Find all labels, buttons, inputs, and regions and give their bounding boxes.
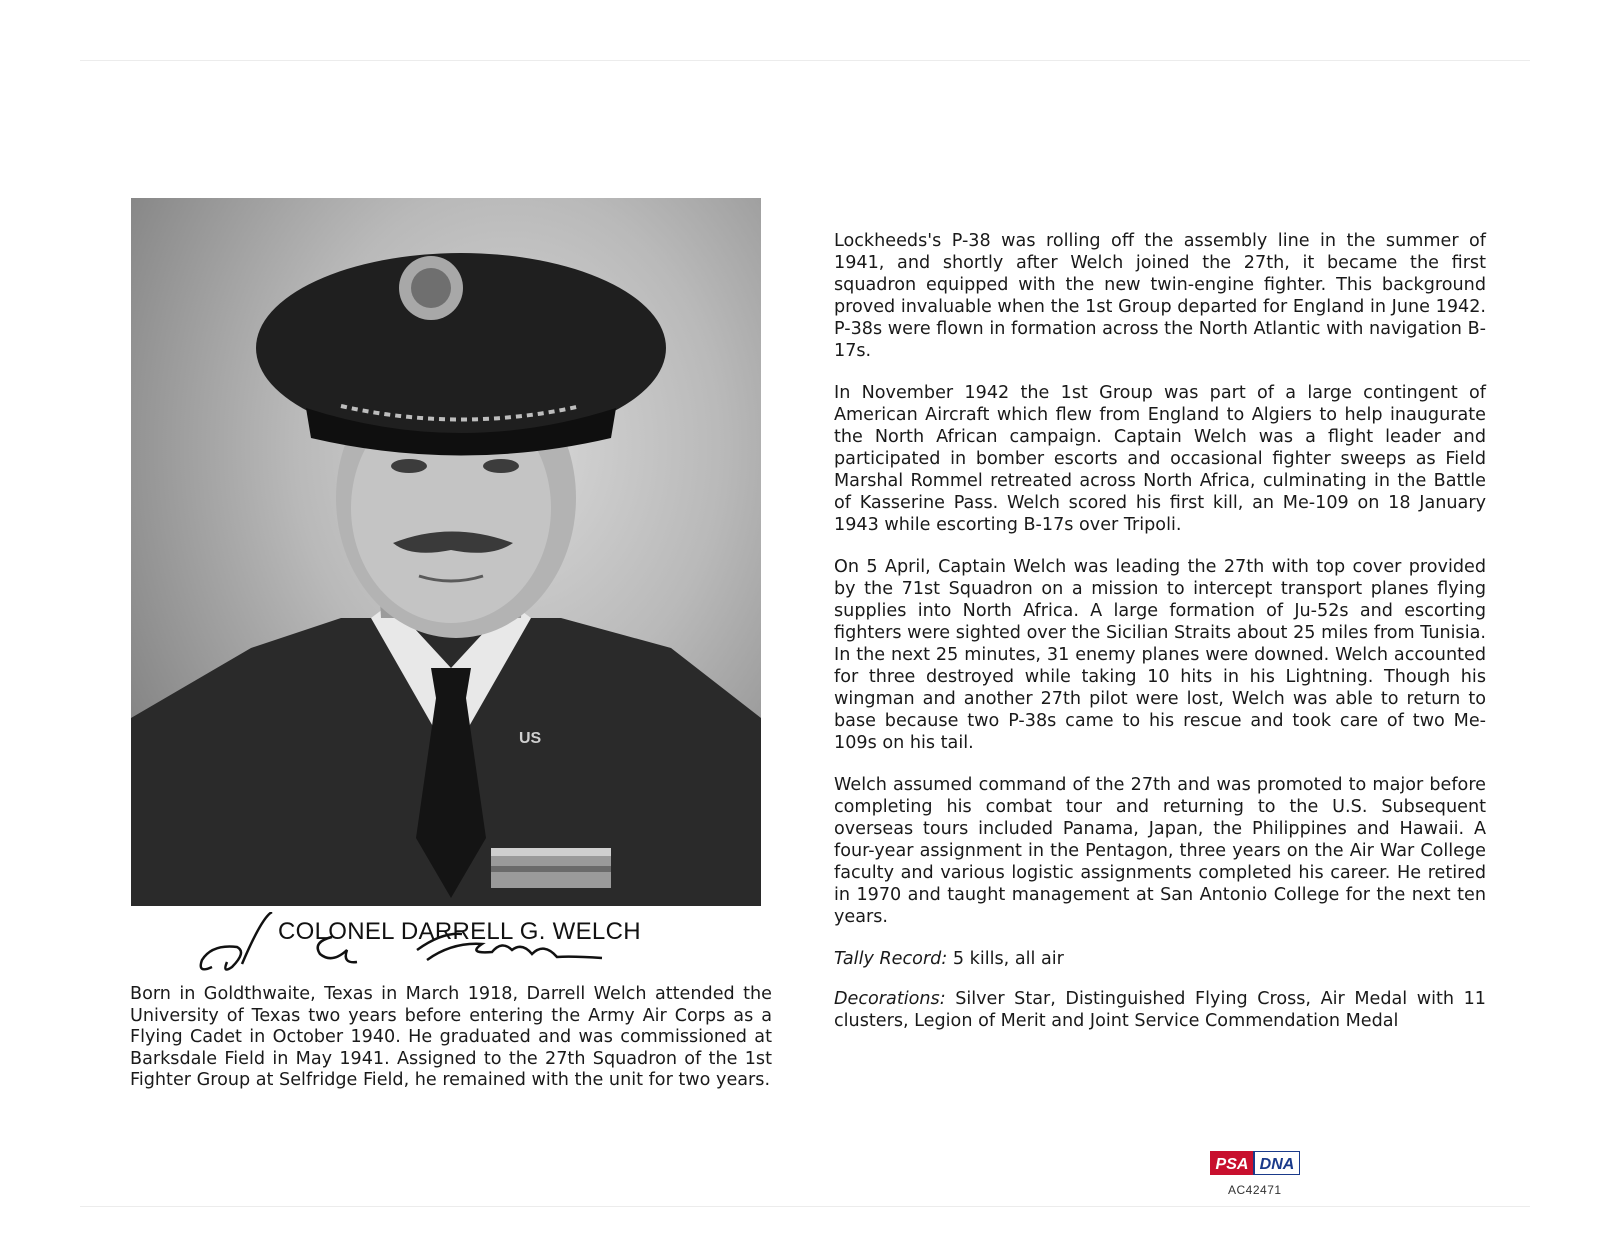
decorations bbox=[834, 988, 1486, 1032]
decorations-label: Decorations: bbox=[834, 989, 946, 1009]
tally-value: 5 kills, all air bbox=[947, 949, 1064, 969]
certificate-number: AC42471 bbox=[1228, 1183, 1282, 1197]
psa-text: PSA bbox=[1215, 1156, 1249, 1173]
paragraph-north-africa: In November 1942 the 1st Group was part of a large contingent of American Aircraft which flew from England to Algiers to help inaugurate the North African campaign. Captain Welch was a flight leader and participated in bomber escorts and occasional fighter sweeps as Field Marshal Rommel retreated across North Africa, culminating in the Battle of Kasserine Pass. Welch scored his first kill, an Me-109 on 18 January 1943 while escorting B-17s over Tripoli. bbox=[834, 383, 1486, 535]
paragraph-command: Welch assumed command of the 27th and was promoted to major before completing his combat tour and returning to the U.S. Subsequent overseas tours included Panama, Japan, the Philippines and Hawaii. A four-year assignment in the Pentagon, three years on the Air War College faculty and various logistic assignments completed his career. He retired in 1970 and taught management at San Antonio College for the next ten years. bbox=[834, 775, 1486, 927]
psa-dna-logo bbox=[1210, 1151, 1300, 1175]
portrait-caption: COLONEL DARRELL G. WELCH bbox=[278, 918, 641, 945]
biography-right-column bbox=[834, 230, 1486, 1052]
decorations-value: Silver Star, Distinguished Flying Cross, Air Medal with 11 clusters, Legion of Merit and Joint Service Commendation Medal bbox=[834, 989, 1486, 1031]
portrait-photo bbox=[131, 198, 761, 906]
svg-text:US: US bbox=[519, 730, 542, 747]
tally-label: Tally Record: bbox=[834, 949, 948, 969]
paragraph-april-mission: On 5 April, Captain Welch was leading the 27th with top cover provided by the 71st Squadron on a mission to intercept transport planes flying supplies into North Africa. A large formation of Ju-52s and escorting fighters were sighted over the Sicilian Straits about 25 miles from Tunisia. In the next 25 minutes, 31 enemy planes were downed. Welch accounted for three destroyed while taking 10 hits in his Lightning. Though his wingman and another 27th pilot were lost, Welch was able to return to base because two P-38s came to his rescue and took care of two Me-109s on his tail. bbox=[834, 557, 1486, 753]
page-edge-top bbox=[80, 60, 1530, 61]
bio-paragraph: Born in Goldthwaite, Texas in March 1918, Darrell Welch attended the University of Texas two years before entering the Army Air Corps as a Flying Cadet in October 1940. He graduated and was commissioned at Barksdale Field in May 1941. Assigned to the 27th Squadron of the 1st Fighter Group at Selfridge Field, he remained with the unit for two years. bbox=[130, 984, 772, 1091]
dna-text: DNA bbox=[1259, 1156, 1295, 1173]
paragraph-p38: Lockheeds's P-38 was rolling off the assembly line in the summer of 1941, and shortly after Welch joined the 27th, it became the first squadron equipped with the new twin-engine fighter. This background proved invaluable when the 1st Group departed for England in June 1942. P-38s were flown in formation across the North Atlantic with navigation B-17s. bbox=[834, 231, 1486, 361]
tally-record bbox=[834, 948, 1486, 970]
page-edge-bottom bbox=[80, 1206, 1530, 1207]
